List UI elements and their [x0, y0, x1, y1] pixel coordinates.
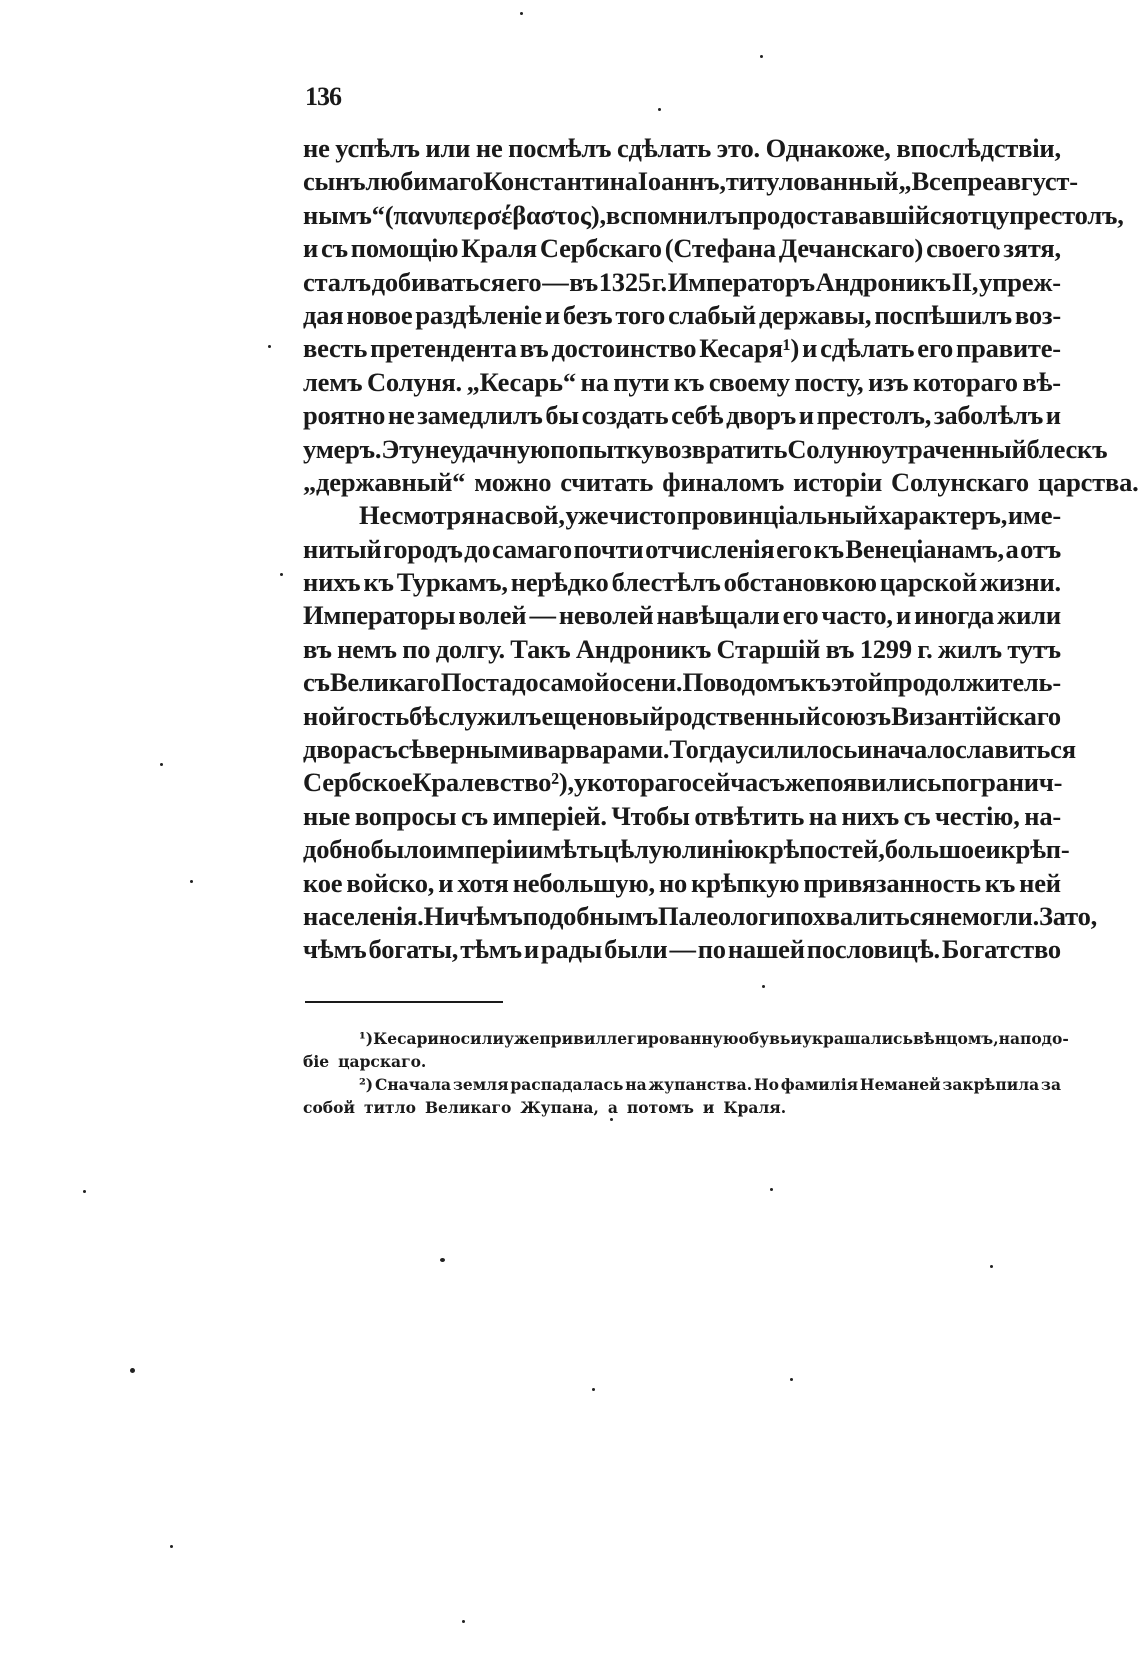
text-line: Императоры волей — неволей навѣщали его часто, и иногда жили [303, 600, 1061, 631]
text-line: Сербское Кралевство²), у котораго сейчасъ же появились погранич- [303, 767, 1063, 798]
text-line: кое войско, и хотя небольшую, но крѣпкую привязанность къ ней [303, 867, 1061, 898]
scan-speck [520, 12, 523, 15]
main-text [303, 132, 1139, 967]
text-line: „державный“ можно считать финаломъ исторіи Солунскаго царства. [303, 466, 1139, 497]
text-line: весть претендента въ достоинство Кесаря¹) и сдѣлать его правите- [303, 333, 1061, 364]
text-line: дая новое раздѣленіе и безъ того слабый державы, поспѣшилъ воз- [303, 299, 1061, 330]
scan-speck [83, 1190, 86, 1193]
scan-speck [462, 1620, 465, 1623]
footnote-line: ²) Сначала земля распадалась на жупанства. Но фамилія Неманей закрѣпила за [359, 1075, 1061, 1094]
scan-speck [268, 345, 271, 348]
scan-speck [760, 55, 763, 58]
scan-speck [770, 1188, 773, 1191]
text-line: чѣмъ богаты, тѣмъ и рады были — по нашей пословицѣ. Богатство [303, 934, 1061, 965]
footnotes [303, 1027, 1069, 1119]
text-line: населенія. Ничѣмъ подобнымъ Палеологи похвалиться не могли. Зато, [303, 900, 1098, 931]
scan-speck [990, 1265, 993, 1268]
page-number: 136 [305, 82, 341, 111]
text-line: сталъ добиваться его — въ 1325 г. Императоръ Андроникъ II, упреж- [303, 266, 1061, 297]
text-line: и съ помощію Краля Сербскаго (Стефана Дечанскаго) своего зятя, [303, 233, 1061, 264]
scan-speck [610, 1118, 613, 1121]
scan-speck [762, 985, 765, 988]
text-line: роятно не замедлилъ бы создать себѣ дворъ и престолъ, заболѣлъ и [303, 400, 1061, 431]
scan-speck [790, 1378, 793, 1381]
scan-speck [160, 763, 163, 766]
text-line: умеръ. Эту неудачную попытку возвратить Солуню утраченный блескъ [303, 433, 1108, 464]
text-line: въ немъ по долгу. Такъ Андроникъ Старшій въ 1299 г. жилъ тутъ [303, 633, 1061, 664]
footnote-divider [305, 1001, 503, 1003]
text-line: сынъ любимаго Константина Іоаннъ, титулованный „Всепреавгуст- [303, 166, 1078, 197]
scan-speck [592, 1388, 595, 1391]
scan-speck [130, 1368, 135, 1373]
scan-speck [280, 573, 283, 576]
text-line: нитый городъ до самаго почти отчисленія его къ Венеціанамъ, а отъ [303, 533, 1061, 564]
text-line: Не смотря на свой, уже чисто провинціальный характеръ, име- [359, 500, 1061, 531]
scan-speck [658, 108, 661, 111]
text-line: двора съ сѣверными варварами. Тогда усилилось и начало славиться [303, 734, 1076, 765]
scan-speck [440, 1258, 445, 1262]
text-line: нымъ“ (πανυπερσέβαστος), вспомнилъ про достававшійся отцу престолъ, [303, 199, 1124, 230]
text-line: добно было имперіи имѣть цѣлую линію крѣпостей, большое и крѣп- [303, 834, 1070, 865]
text-line: нихъ къ Туркамъ, нерѣдко блестѣлъ обстановкою царской жизни. [303, 567, 1061, 598]
text-line: лемъ Солуня. „Кесарь“ на пути къ своему посту, изъ котораго вѣ- [303, 366, 1061, 397]
footnote-line: собой титло Великаго Жупана, а потомъ и Краля. [303, 1098, 787, 1117]
text-line: ные вопросы съ имперіей. Чтобы отвѣтить на нихъ съ честію, на- [303, 800, 1061, 831]
scan-speck [170, 1545, 173, 1548]
text-line: не успѣлъ или не посмѣлъ сдѣлать это. Однакоже, впослѣдствіи, [303, 133, 1061, 163]
text-line: ной гостьбѣ служилъ еще новый родственный союзъ Византійскаго [303, 700, 1061, 731]
text-line: съ Великаго Поста до самой осени. Поводомъ къ этой продолжитель- [303, 667, 1061, 698]
scan-speck [190, 880, 193, 883]
footnote-line: біе царскаго. [303, 1052, 427, 1071]
footnote-line: ¹) Кесари носили уже привиллегированную обувь и украшались вѣнцомъ, на подо- [359, 1029, 1069, 1048]
